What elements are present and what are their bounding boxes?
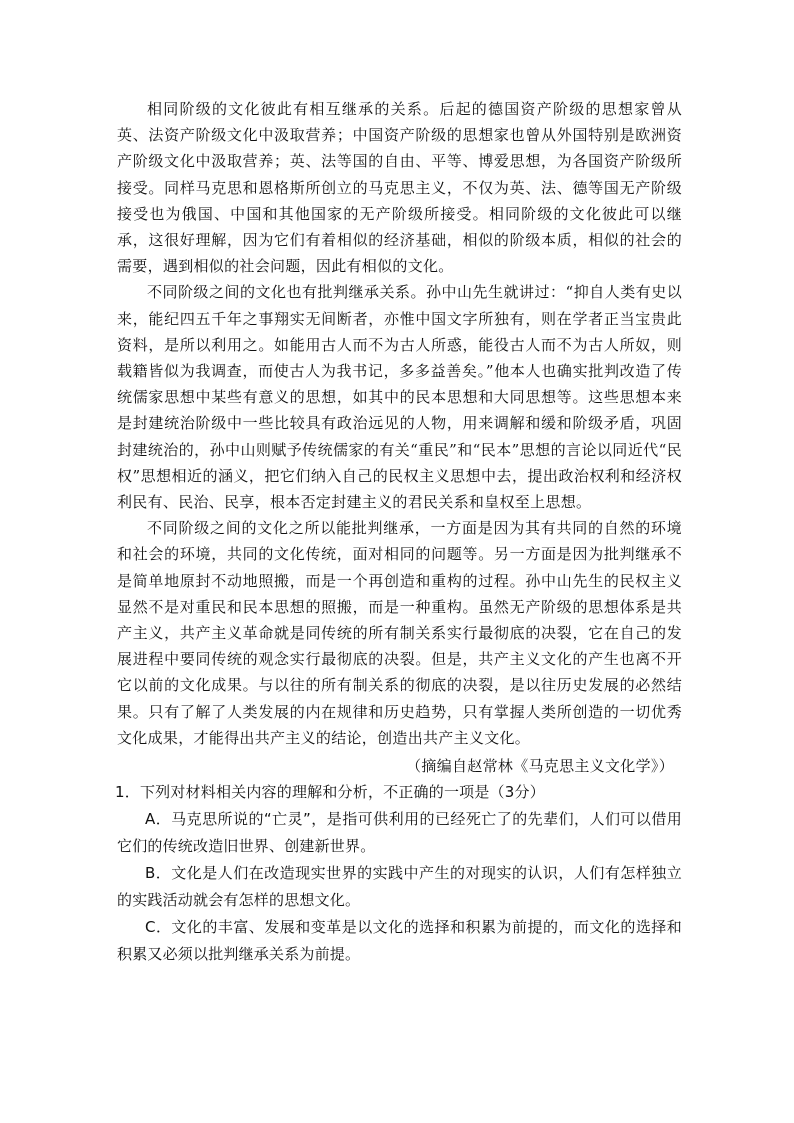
article-paragraph-2: 不同阶级之间的文化也有批判继承关系。孙中山先生就讲过：“抑自人类有史以来，能纪四五千年之事翔实无间断者，亦惟中国文字所独有，则在学者正当宝贵此资料，是所以利用之。如能用古人而不为古人所惑，能役古人而不为古人所奴，则载籍皆似为我调查，而使古人为我书记，多多益善矣。”他本人也确实批判改造了传统儒家思想中某些有意义的思想，如其中的民本思想和大同思想等。这些思想本来是封建统治阶级中一些比较具有政治远见的人物，用来调解和缓和阶级矛盾，巩固封建统治的，孙中山则赋予传统儒家的有关“重民”和“民本”思想的言论以同近代“民权”思想相近的涵义，把它们纳入自己的民权主义思想中去，提出政治权利和经济权利民有、民治、民享，根本否定封建主义的君民关系和皇权至上思想。 (117, 283, 682, 512)
document-page (117, 96, 682, 968)
article-body (117, 96, 682, 779)
question-block (117, 779, 682, 968)
option-b: B．文化是人们在改造现实世界的实践中产生的对现实的认识，人们有怎样独立的实践活动就会有怎样的思想文化。 (117, 864, 682, 910)
question-title: 1．下列对材料相关内容的理解和分析，不正确的一项是（3分） (115, 783, 545, 802)
article-paragraph-3: 不同阶级之间的文化之所以能批判继承，一方面是因为其有共同的自然的环境和社会的环境，共同的文化传统，面对相同的问题等。另一方面是因为批判继承不是简单地原封不动地照搬，而是一个再创造和重构的过程。孙中山先生的民权主义显然不是对重民和民本思想的照搬，而是一种重构。虽然无产阶级的思想体系是共产主义，共产主义革命就是同传统的所有制关系实行最彻底的决裂，它在自己的发展进程中要同传统的观念实行最彻底的决裂。但是，共产主义文化的产生也离不开它以前的文化成果。与以往的所有制关系的彻底的决裂，是以往历史发展的必然结果。只有了解了人类发展的内在规律和历史趋势，只有掌握人类所创造的一切优秀文化成果，才能得出共产主义的结论，创造出共产主义文化。 (117, 519, 682, 747)
option-a: A．马克思所说的“亡灵”，是指可供利用的已经死亡了的先辈们，人们可以借用它们的传统改造旧世界、创建新世界。 (117, 810, 682, 856)
article-paragraph-1: 相同阶级的文化彼此有相互继承的关系。后起的德国资产阶级的思想家曾从英、法资产阶级文化中汲取营养；中国资产阶级的思想家也曾从外国特别是欧洲资产阶级文化中汲取营养；英、法等国的自由、平等、博爱思想，为各国资产阶级所接受。同样马克思和恩格斯所创立的马克思主义，不仅为英、法、德等国无产阶级接受也为俄国、中国和其他国家的无产阶级所接受。相同阶级的文化彼此可以继承，这很好理解，因为它们有着相似的经济基础，相似的阶级本质，相似的社会的需要，遇到相似的社会问题，因此有相似的文化。 (117, 100, 682, 276)
article-source: （摘编自赵常林《马克思主义文化学》） (406, 757, 674, 776)
option-c: C．文化的丰富、发展和变革是以文化的选择和积累为前提的，而文化的选择和积累又必须以批判继承关系为前提。 (117, 918, 682, 964)
